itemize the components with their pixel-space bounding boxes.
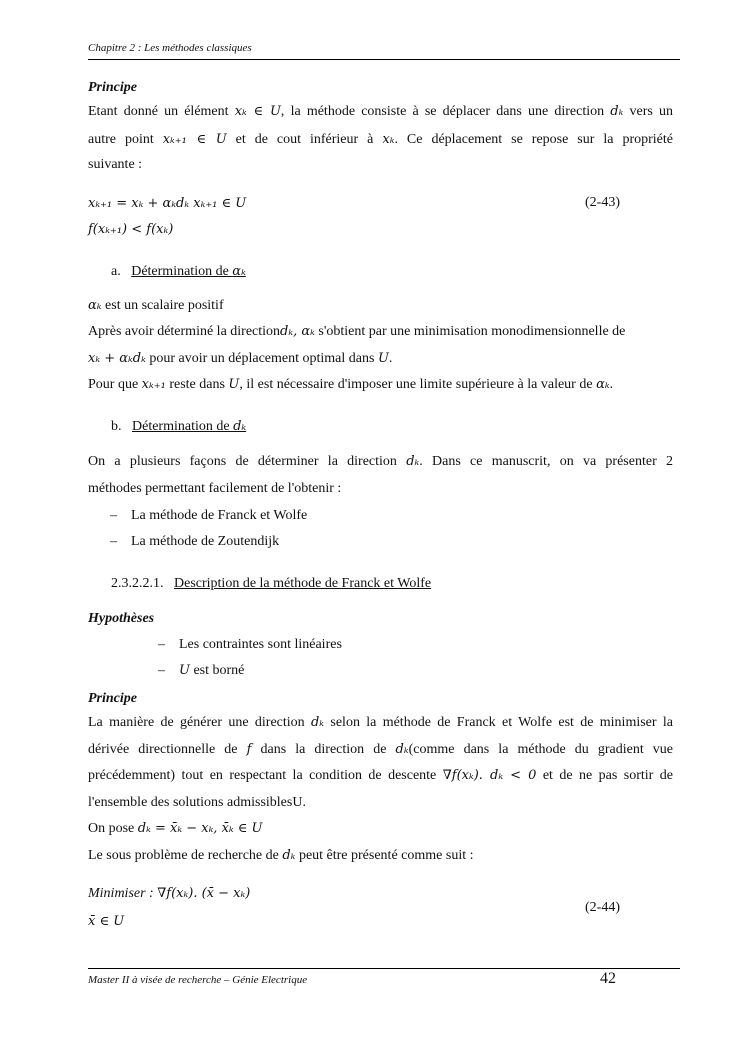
paragraph-line: Pour que xₖ₊₁ reste dans U, il est nécessaire d'imposer une limite supérieure à la valeur de αₖ. xyxy=(88,377,614,392)
paragraph-line: αₖ est un scalaire positif xyxy=(88,298,224,313)
principe-heading: Principe xyxy=(88,80,137,95)
paragraph-line: méthodes permettant facilement de l'obtenir : xyxy=(88,481,342,496)
paragraph-line: On a plusieurs façons de déterminer la direction dₖ. Dans ce manuscrit, on va présenter 2 xyxy=(88,454,673,469)
paragraph-line: dérivée directionnelle de f dans la direction de dₖ(comme dans la méthode du gradient vue xyxy=(88,742,673,757)
paragraph-line: suivante : xyxy=(88,157,143,172)
page-footer: Master II à visée de recherche – Génie Electrique xyxy=(88,974,308,986)
hypotheses-heading: Hypothèses xyxy=(88,611,155,626)
section-a-heading: a. Détermination de αₖ xyxy=(111,264,246,279)
equation-2-43-line1: xₖ₊₁ = xₖ + αₖdₖ xₖ₊₁ ∈ U xyxy=(88,196,247,211)
paragraph-line: Etant donné un élément xₖ ∈ U, la méthode consiste à se déplacer dans une direction dₖ vers un xyxy=(88,104,674,119)
list-item: – Les contraintes sont linéaires xyxy=(158,637,342,652)
paragraph-line: Après avoir déterminé la directiondₖ, αₖ s'obtient par une minimisation monodimensionnelle de xyxy=(88,324,626,339)
list-item: – U est borné xyxy=(158,663,245,678)
paragraph-line: précédemment) tout en respectant la condition de descente ∇f(xₖ). dₖ < 0 et de ne pas sortir de xyxy=(88,768,673,783)
principe-heading: Principe xyxy=(88,691,137,706)
page-header: Chapitre 2 : Les méthodes classiques xyxy=(88,42,252,54)
equation-number: (2-43) xyxy=(585,195,620,210)
paragraph-line: l'ensemble des solutions admissiblesU. xyxy=(88,795,306,810)
equation-2-44-line2: x̄ ∈ U xyxy=(88,914,125,929)
paragraph-line: autre point xₖ₊₁ ∈ U et de cout inférieur à xₖ. Ce déplacement se repose sur la propriété xyxy=(88,132,673,147)
paragraph-line: On pose dₖ = x̄ₖ − xₖ, x̄ₖ ∈ U xyxy=(88,821,263,836)
paragraph-line: La manière de générer une direction dₖ selon la méthode de Franck et Wolfe est de minimiser la xyxy=(88,715,673,730)
paragraph-line: xₖ + αₖdₖ pour avoir un déplacement optimal dans U. xyxy=(88,351,393,366)
footer-rule xyxy=(88,968,680,969)
subsection-heading: 2.3.2.2.1. Description de la méthode de Franck et Wolfe xyxy=(111,576,432,591)
page-number: 42 xyxy=(600,970,616,987)
header-rule xyxy=(88,59,680,60)
equation-2-43-line2: f(xₖ₊₁) < f(xₖ) xyxy=(88,222,174,237)
paragraph-line: Le sous problème de recherche de dₖ peut être présenté comme suit : xyxy=(88,848,474,863)
list-item: – La méthode de Franck et Wolfe xyxy=(110,508,308,523)
section-b-heading: b. Détermination de dₖ xyxy=(111,419,247,434)
list-item: – La méthode de Zoutendijk xyxy=(110,534,280,549)
equation-2-44-line1: Minimiser : ∇f(xₖ). (x̄ − xₖ) xyxy=(88,886,251,901)
equation-number: (2-44) xyxy=(585,900,620,915)
